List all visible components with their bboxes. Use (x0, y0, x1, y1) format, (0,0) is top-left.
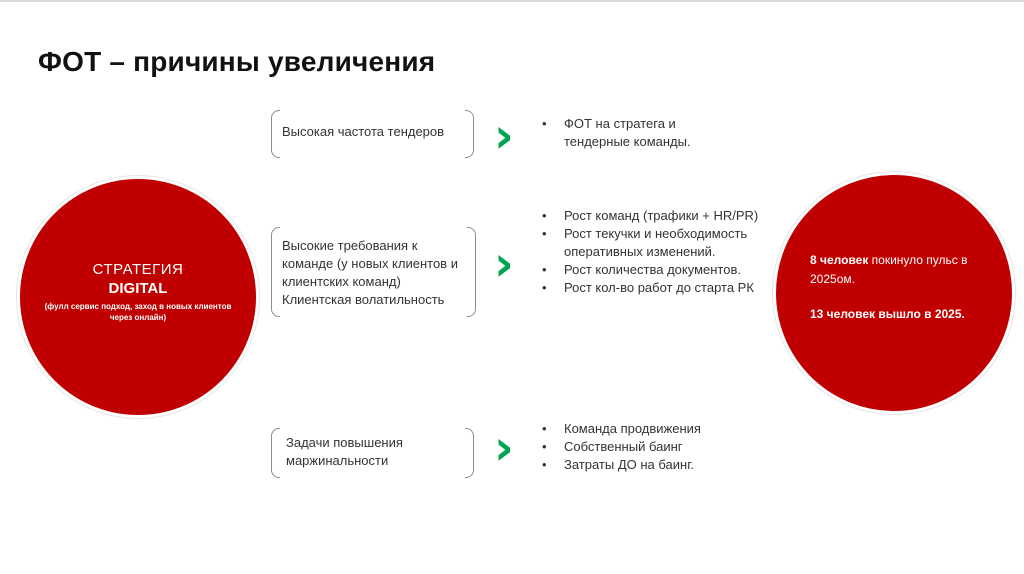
list-item: • Рост количества документов. (540, 261, 760, 279)
strategy-label: СТРАТЕГИЯ (92, 261, 184, 278)
left-staff-text: покинуло пульс в 2025ом. (810, 253, 968, 286)
reason-box-requirements (271, 227, 476, 317)
strategy-note: (фулл сервис подход, заход в новых клиентов через онлайн) (44, 302, 232, 322)
list-item: • Рост кол-во работ до старта РК (540, 279, 760, 297)
left-staff-count: 8 человек (810, 253, 869, 267)
list-item: • Рост команд (трафики + HR/PR) (540, 207, 760, 225)
joined-staff-stat: 13 человек вышло в 2025. (810, 307, 965, 321)
chevron-right-icon: › (494, 420, 514, 476)
reason-text: Задачи повышения маржинальности (286, 435, 403, 468)
reason-box-margin (271, 428, 474, 478)
list-item: • Команда продвижения (540, 420, 740, 438)
list-item: • Рост текучки и необходимость оперативных изменений. (540, 225, 760, 261)
list-item: • Собственный баинг (540, 438, 740, 456)
effects-list-requirements (540, 207, 760, 297)
strategy-circle (17, 176, 259, 418)
top-border (0, 0, 1024, 2)
effects-list-tenders (540, 115, 740, 151)
reason-text: Высокие требования к команде (у новых клиентов и клиентских команд) Клиентская волатильность (282, 238, 458, 307)
slide-title: ФОТ – причины увеличения (38, 46, 436, 77)
list-item: • ФОТ на стратега и тендерные команды. (540, 115, 740, 151)
strategy-digital: DIGITAL (108, 280, 168, 297)
effects-list-margin (540, 420, 740, 474)
list-item: • Затраты ДО на баинг. (540, 456, 740, 474)
left-staff-stat (810, 251, 992, 289)
chevron-right-icon: › (494, 108, 514, 164)
staff-stats-circle (773, 172, 1015, 414)
chevron-right-icon: › (494, 236, 514, 292)
reason-box-tenders (271, 110, 474, 158)
reason-text: Высокая частота тендеров (282, 124, 445, 139)
